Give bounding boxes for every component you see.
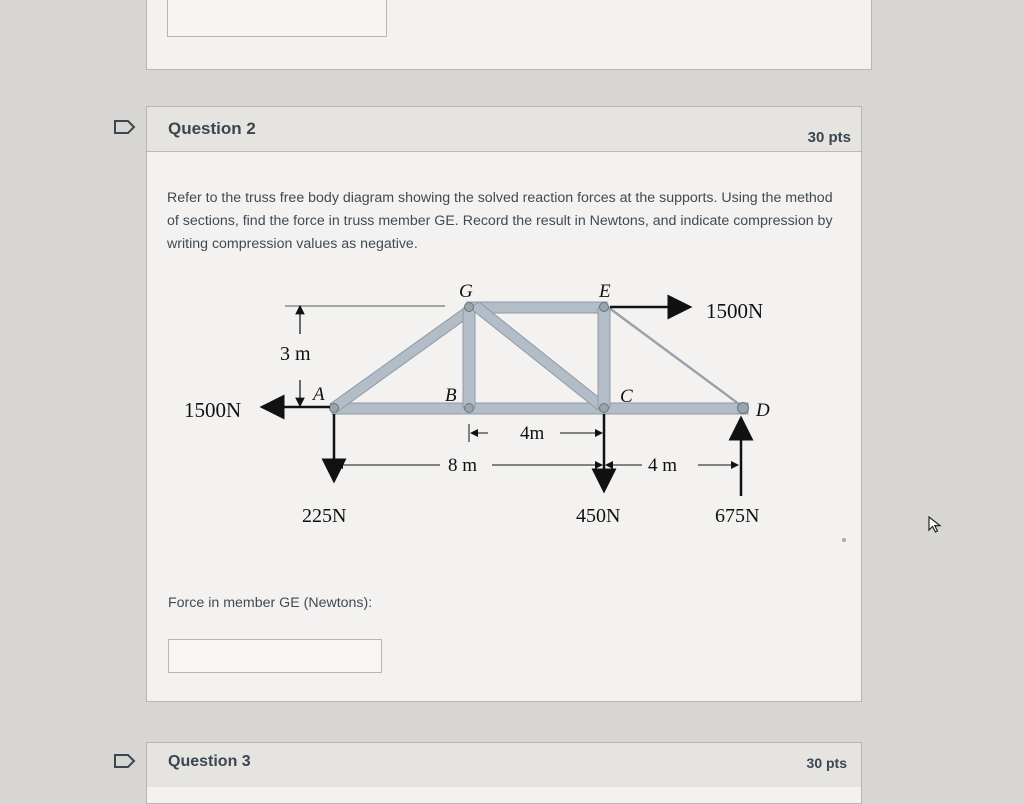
truss-diagram [170,276,790,536]
node-label-C: C [620,386,633,407]
question-3-title: Question 3 [168,753,251,770]
previous-question-card [146,0,872,70]
force-label-right: 1500N [706,299,764,323]
force-label-left: 1500N [184,398,242,422]
load-label-C: 450N [576,505,621,527]
question-header [147,107,861,152]
flag-outline-icon[interactable] [114,120,136,134]
member-GB [463,308,475,408]
scroll-marker [842,538,846,542]
member-AB-bottom-chord [332,403,748,414]
question-title: Question 2 [168,119,256,138]
answer-input[interactable] [168,639,382,673]
answer-label: Force in member GE (Newtons): [168,595,373,611]
reaction-label-A: 225N [302,505,347,527]
joint-E [600,303,609,312]
dim-4m-label: 4m [520,423,545,444]
node-label-E: E [599,281,611,302]
node-label-D: D [756,400,770,421]
joint-D [738,403,749,414]
joint-G [465,303,474,312]
node-label-G: G [459,281,473,302]
mouse-pointer-icon [928,516,944,539]
dim-8m-label: 8 m [448,455,478,476]
question-points: 30 pts [807,129,851,146]
question-3-header [147,743,861,787]
joint-B [465,404,474,413]
reaction-label-D: 675N [715,505,760,527]
node-label-B: B [445,385,457,406]
question-text: Refer to the truss free body diagram showing the solved reaction forces at the supports. Using the method of sections, find the force in truss member GE. Record the result in Newtons, and indicate compression by writing compression values as negative. [167,190,833,252]
member-GC [470,302,607,410]
previous-answer-input[interactable] [167,0,387,37]
member-EC [598,308,610,408]
height-dim-label: 3 m [280,343,311,365]
dim-4m-b-label: 4 m [648,455,678,476]
question-3-points: 30 pts [806,755,847,771]
question-3-card [146,742,862,804]
node-label-A: A [313,384,325,405]
flag-outline-icon[interactable] [114,754,136,768]
joint-C [600,404,609,413]
joint-A [330,404,339,413]
truss-members [330,302,748,414]
